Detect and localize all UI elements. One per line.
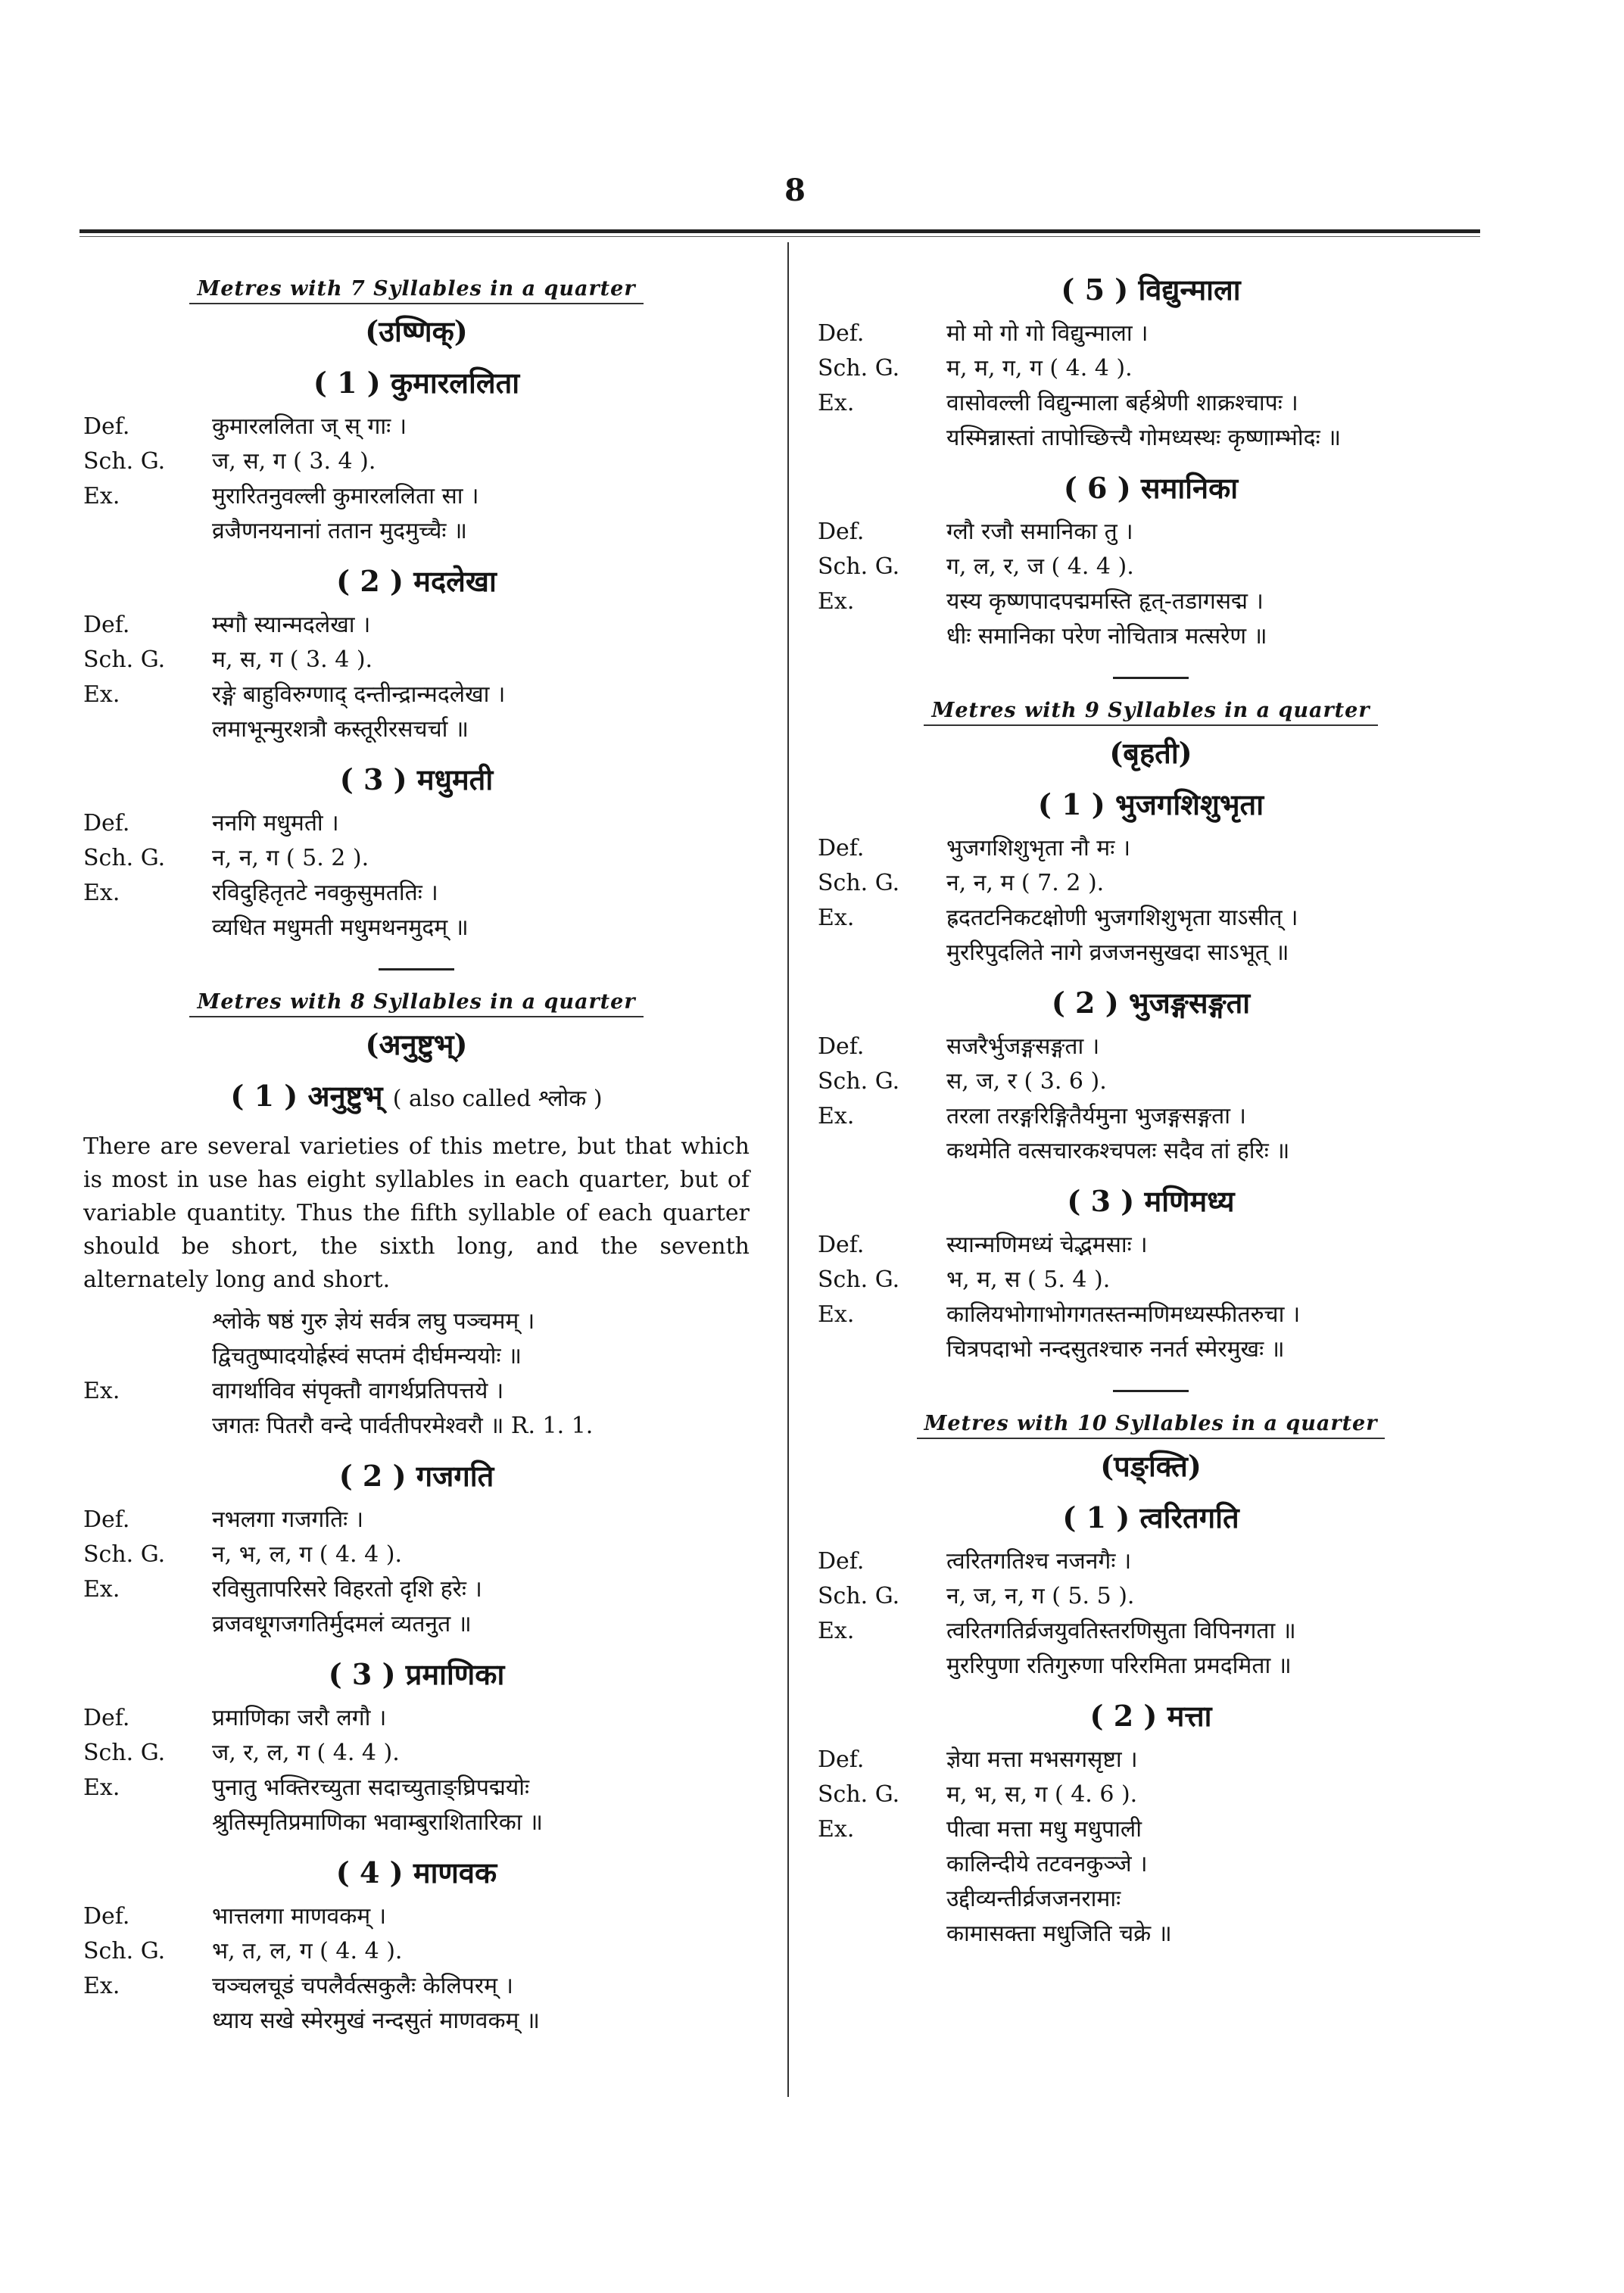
ex-row-cont: जगतः पितरौ वन्दे पार्वतीपरमेश्वरौ ॥ R. 1. 1. bbox=[212, 1413, 594, 1439]
def-row: Def. नभलगा गजगतिः । bbox=[83, 1506, 364, 1533]
sch-row: Sch. G. न, न, म ( 7. 2 ). bbox=[818, 870, 1105, 896]
sch-row: Sch. G. भ, म, स ( 5. 4 ). bbox=[818, 1266, 1111, 1293]
def-row: Def. मो मो गो गो विद्युन्माला । bbox=[818, 320, 1149, 347]
ex-row: Ex. वासोवल्ली विद्युन्माला बर्हश्रेणी शाक्रश्चापः । bbox=[818, 390, 1298, 416]
ex-row: Ex. मुरारितनुवल्ली कुमारललिता सा । bbox=[83, 483, 479, 509]
metre-title: ( 1 ) अनुष्टुभ् ( also called श्लोक ) bbox=[230, 1079, 603, 1113]
top-rule bbox=[79, 229, 1480, 233]
sch-row: Sch. G. म, म, ग, ग ( 4. 4 ). bbox=[818, 355, 1133, 382]
sch-row: Sch. G. म, स, ग ( 3. 4 ). bbox=[83, 646, 373, 673]
metre-title: ( 2 ) भुजङ्गसङ्गता bbox=[1051, 986, 1251, 1020]
ex-row: Ex. रविसुतापरिसरे विहरतो दृशि हरेः । bbox=[83, 1576, 482, 1603]
section-heading-8: Metres with 8 Syllables in a quarter bbox=[83, 990, 750, 1014]
ex-row: Ex. पुनातु भक्तिरच्युता सदाच्युताङ्घ्रिपद्मयोः bbox=[83, 1774, 530, 1801]
ex-row: Ex. यस्य कृष्णपादपद्ममस्ति हृत्-तडागसद्म । bbox=[818, 588, 1264, 615]
metre-title: ( 1 ) कुमारललिता bbox=[313, 366, 520, 400]
section-divider bbox=[379, 968, 454, 970]
ex-row: Ex. पीत्वा मत्ता मधु मधुपाली bbox=[818, 1816, 1142, 1843]
ex-row-cont: मुररिपुणा रतिगुरुणा परिरमिता प्रमदमिता ॥ bbox=[946, 1653, 1292, 1679]
def-row: Def. ज्ञेया मत्ता मभसगसृष्टा । bbox=[818, 1746, 1138, 1773]
def-row: Def. सजरैर्भुजङ्गसङ्गता । bbox=[818, 1033, 1100, 1060]
group-title-pankti: (पङ्क्ति) bbox=[1100, 1449, 1202, 1483]
ex-row-cont: कथमेति वत्सचारकश्चपलः सदैव तां हरिः ॥ bbox=[946, 1138, 1290, 1164]
metre-title: ( 2 ) गजगति bbox=[338, 1459, 494, 1493]
top-rule-thin bbox=[79, 236, 1480, 237]
sch-row: Sch. G. न, भ, ल, ग ( 4. 4 ). bbox=[83, 1541, 402, 1568]
ex-row-cont: कामासक्ता मधुजिति चक्रे ॥ bbox=[946, 1921, 1172, 1947]
sch-row: Sch. G. म, भ, स, ग ( 4. 6 ). bbox=[818, 1781, 1138, 1808]
def-row: Def. प्रमाणिका जरौ लगौ । bbox=[83, 1705, 387, 1731]
section-divider bbox=[1113, 677, 1189, 679]
ex-row-cont: व्यधित मधुमती मधुमथनमुदम्‌ ॥ bbox=[212, 914, 469, 941]
sch-row: Sch. G. भ, त, ल, ग ( 4. 4 ). bbox=[83, 1938, 403, 1964]
metre-title: ( 2 ) मत्ता bbox=[1089, 1699, 1212, 1733]
def-row: Def. त्वरितगतिश्च नजनगैः । bbox=[818, 1548, 1132, 1575]
ex-row-cont: व्रजैणनयनानां ततान मुदमुच्चैः ॥ bbox=[212, 518, 467, 544]
def-row: Def. कुमारललिता ज्‌ स्‌ गाः । bbox=[83, 413, 407, 440]
ex-row-cont: कालिन्दीये तटवनकुञ्जे । bbox=[946, 1851, 1148, 1877]
def-row: Def. ननगि मधुमती । bbox=[83, 810, 339, 837]
def-row: Def. भुजगशिशुभृता नौ मः । bbox=[818, 835, 1131, 861]
ex-row-cont: धीः समानिका परेण नोचितात्र मत्सरेण ॥ bbox=[946, 623, 1267, 650]
ex-row: Ex. त्वरितगतिर्व्रजयुवतिस्तरणिसुता विपिनगता ॥ bbox=[818, 1618, 1296, 1644]
ex-row-cont: लमाभून्मुरशत्रौ कस्तूरीरसचर्चा ॥ bbox=[212, 716, 469, 743]
section-heading-10: Metres with 10 Syllables in a quarter bbox=[818, 1412, 1484, 1435]
def-row: Def. ग्लौ रजौ समानिका तु । bbox=[818, 519, 1133, 545]
ex-row: Ex. तरला तरङ्गरिङ्गितैर्यमुना भुजङ्गसङ्गता । bbox=[818, 1103, 1246, 1129]
metre-title: ( 4 ) माणवक bbox=[335, 1855, 497, 1890]
rule-row: श्लोके षष्ठं गुरु ज्ञेयं सर्वत्र लघु पञ्चमम्‌ । bbox=[212, 1308, 535, 1335]
ex-row-cont: यस्मिन्नास्तां तापोच्छित्त्यै गोमध्यस्थः कृष्णाम्भोदः ॥ bbox=[946, 425, 1342, 451]
ex-row-cont: व्रजवधूगजगतिर्मुदमलं व्यतनुत ॥ bbox=[212, 1611, 472, 1637]
metre-title: ( 1 ) भुजगशिशुभृता bbox=[1037, 787, 1264, 821]
ex-row-cont: मुररिपुदलिते नागे व्रजजनसुखदा साऽभूत्‌ ॥ bbox=[946, 939, 1289, 966]
ex-row-cont: श्रुतिस्मृतिप्रमाणिका भवाम्बुराशितारिका ॥ bbox=[212, 1809, 544, 1836]
sch-row: Sch. G. ज, र, ल, ग ( 4. 4 ). bbox=[83, 1740, 400, 1766]
def-row: Def. स्यान्मणिमध्यं चेद्भमसाः । bbox=[818, 1232, 1148, 1258]
ex-row: Ex. कालियभोगाभोगगतस्तन्मणिमध्यस्फीतरुचा । bbox=[818, 1301, 1301, 1328]
ex-row: Ex. ह्रदतटनिकटक्षोणी भुजगशिशुभृता याऽसीत्‌ । bbox=[818, 905, 1298, 931]
description-paragraph: There are several varieties of this metre, but that which is most in use has eight syllables in each quarter, but of variable quantity. Thus the fifth syllable of each quarter should be short, the sixth long, and the seventh alternately long and short. bbox=[83, 1133, 750, 1293]
metre-title: ( 1 ) त्वरितगति bbox=[1062, 1500, 1239, 1534]
section-divider bbox=[1113, 1390, 1189, 1392]
section-heading-7: Metres with 7 Syllables in a quarter bbox=[83, 277, 750, 301]
group-title-brihati: (बृहती) bbox=[1109, 736, 1192, 770]
ex-row-cont: उद्दीव्यन्तीर्व्रजजनरामाः bbox=[946, 1886, 1121, 1912]
def-row: Def. म्स्गौ स्यान्मदलेखा । bbox=[83, 612, 371, 638]
metre-title: ( 3 ) प्रमाणिका bbox=[328, 1657, 505, 1691]
metre-title: ( 3 ) मणिमध्य bbox=[1067, 1184, 1235, 1218]
sch-row: Sch. G. ग, ल, र, ज ( 4. 4 ). bbox=[818, 553, 1134, 580]
ex-row: Ex. रविदुहितृतटे नवकुसुमततिः । bbox=[83, 880, 438, 906]
right-column bbox=[818, 257, 1484, 1952]
metre-title: ( 3 ) मधुमती bbox=[339, 762, 494, 796]
ex-row: Ex. रङ्गे बाहुविरुग्णाद् दन्तीन्द्रान्मदलेखा । bbox=[83, 681, 506, 708]
ex-row-cont: चित्रपदाभो नन्दसुतश्चारु ननर्त स्मेरमुखः ॥ bbox=[946, 1336, 1285, 1363]
left-column bbox=[83, 257, 750, 2039]
ex-row: Ex. चञ्चलचूडं चपलैर्वत्सकुलैः केलिपरम्‌ । bbox=[83, 1973, 513, 1999]
page-number: 8 bbox=[784, 173, 806, 208]
sch-row: Sch. G. न, ज, न, ग ( 5. 5 ). bbox=[818, 1583, 1135, 1609]
ex-row: Ex. वागर्थाविव संपृक्तौ वागर्थप्रतिपत्तये । bbox=[83, 1378, 504, 1404]
metre-title: ( 2 ) मदलेखा bbox=[336, 564, 497, 598]
ex-row-cont: ध्याय सखे स्मेरमुखं नन्दसुतं माणवकम्‌ ॥ bbox=[212, 2008, 540, 2034]
sch-row: Sch. G. स, ज, र ( 3. 6 ). bbox=[818, 1068, 1107, 1095]
group-title-anushtubh: (अनुष्टुभ्) bbox=[365, 1027, 468, 1061]
group-title-ushnik: (उष्णिक्) bbox=[365, 314, 468, 348]
sch-row: Sch. G. न, न, ग ( 5. 2 ). bbox=[83, 845, 369, 871]
metre-title: ( 6 ) समानिका bbox=[1063, 471, 1239, 505]
rule-row: द्विचतुष्पादयोर्ह्रस्वं सप्तमं दीर्घमन्ययोः ॥ bbox=[212, 1343, 522, 1369]
section-heading-9: Metres with 9 Syllables in a quarter bbox=[818, 699, 1484, 722]
column-divider bbox=[787, 242, 789, 2097]
def-row: Def. भात्तलगा माणवकम्‌ । bbox=[83, 1903, 387, 1930]
sch-row: Sch. G. ज, स, ग ( 3. 4 ). bbox=[83, 448, 376, 475]
metre-title: ( 5 ) विद्युन्माला bbox=[1061, 273, 1241, 307]
